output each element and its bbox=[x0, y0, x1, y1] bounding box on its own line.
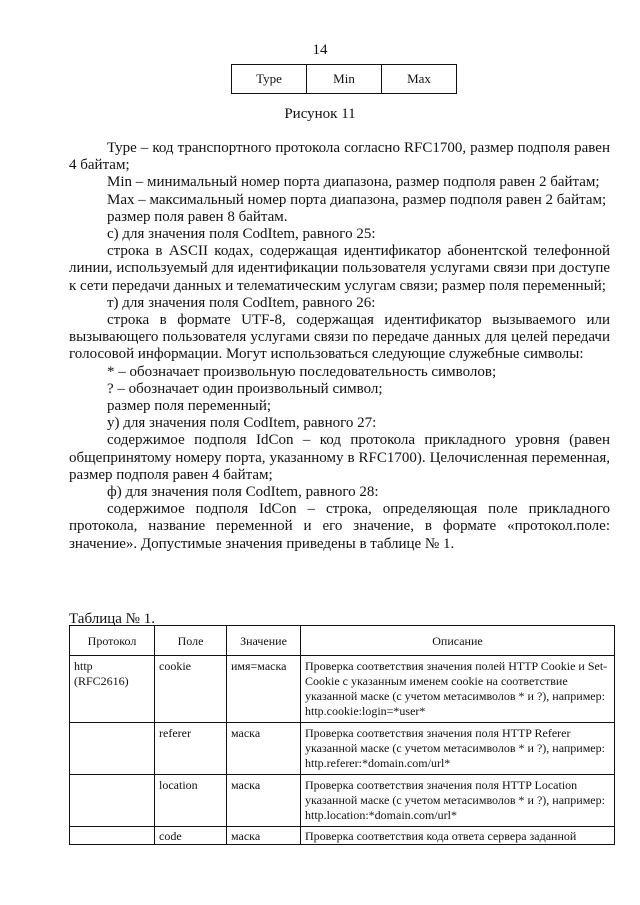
paragraph: содержимое подполя IdCon – код протокола прикладного уровня (равен общепринятому номеру порта, указанному в RFC1700). Целочисленная переменная, размер подполя равен 4 байтам; bbox=[69, 432, 610, 483]
paragraph: Type – код транспортного протокола согласно RFC1700, размер подполя равен 4 байтам; bbox=[69, 140, 610, 174]
figure-cell-min: Min bbox=[307, 65, 382, 94]
cell-field: referer bbox=[155, 723, 227, 775]
header-protocol: Протокол bbox=[70, 626, 155, 656]
header-field: Поле bbox=[155, 626, 227, 656]
figure-caption: Рисунок 11 bbox=[284, 106, 356, 122]
figure-cell-max: Max bbox=[382, 65, 457, 94]
paragraph: размер поля переменный; bbox=[107, 398, 272, 415]
cell-field: cookie bbox=[155, 656, 227, 723]
paragraph: ф) для значения поля CodItem, равного 28: bbox=[107, 484, 379, 501]
cell-description: Проверка соответствия кода ответа сервера заданной bbox=[301, 827, 615, 845]
paragraph: размер поля равен 8 байтам. bbox=[107, 208, 288, 225]
cell-field: location bbox=[155, 775, 227, 827]
table-caption: Таблица № 1. bbox=[69, 611, 155, 627]
table-row bbox=[70, 775, 615, 827]
paragraph: с) для значения поля CodItem, равного 25: bbox=[107, 226, 376, 243]
header-description: Описание bbox=[301, 626, 615, 656]
cell-description: Проверка соответствия значения поля HTTP Referer указанной маске (с учетом метасимволов * и ?), например: http.referer:*domain.com/url* bbox=[301, 723, 615, 775]
cell-description: Проверка соответствия значения полей HTTP Cookie и Set-Cookie с указанным именем cookie на соответствие указанной маске (с учетом метасимволов * и ?), например: http.cookie:login=*user* bbox=[301, 656, 615, 723]
body-text bbox=[69, 140, 610, 553]
cell-value: маска bbox=[227, 827, 301, 845]
protocol-table bbox=[69, 625, 615, 845]
cell-value: маска bbox=[227, 775, 301, 827]
table-header-row bbox=[70, 626, 615, 656]
figure-11-diagram bbox=[231, 64, 457, 94]
paragraph: содержимое подполя IdCon – строка, определяющая поле прикладного протокола, название переменной и его значение, в формате «протокол.поле: значение». Допустимые значения приведены в таблице № 1. bbox=[69, 501, 610, 552]
cell-value: маска bbox=[227, 723, 301, 775]
cell-description: Проверка соответствия значения поля HTTP Location указанной маске (с учетом метасимволов * и ?), например: http.location:*domain.com/url* bbox=[301, 775, 615, 827]
cell-protocol: http (RFC2616) bbox=[70, 656, 155, 723]
paragraph: т) для значения поля CodItem, равного 26: bbox=[107, 294, 376, 311]
cell-field: code bbox=[155, 827, 227, 845]
paragraph: у) для значения поля CodItem, равного 27: bbox=[107, 415, 377, 432]
table-row bbox=[70, 827, 615, 845]
paragraph: строка в ASCII кодах, содержащая идентификатор абонентской телефонной линии, используемый для идентификации пользователя услугами связи при доступе к сети передачи данных и телематическим услугам связи; размер поля переменный; bbox=[69, 243, 610, 294]
figure-cell-type: Type bbox=[232, 65, 307, 94]
paragraph: Min – минимальный номер порта диапазона, размер подполя равен 2 байтам; bbox=[107, 174, 600, 191]
paragraph: Max – максимальный номер порта диапазона, размер подполя равен 2 байтам; bbox=[107, 191, 607, 208]
header-value: Значение bbox=[227, 626, 301, 656]
paragraph: строка в формате UTF-8, содержащая идентификатор вызываемого или вызывающего пользователя услугами связи по передаче данных для целей передачи голосовой информации. Могут использоваться следующие служебные символы: bbox=[69, 312, 610, 363]
page-number: 14 bbox=[312, 42, 328, 58]
table-row bbox=[70, 723, 615, 775]
paragraph: * – обозначает произвольную последовательность символов; bbox=[107, 363, 497, 380]
table-row bbox=[70, 656, 615, 723]
cell-value: имя=маска bbox=[227, 656, 301, 723]
cell-protocol bbox=[70, 827, 155, 845]
paragraph: ? – обозначает один произвольный символ; bbox=[107, 380, 383, 397]
cell-protocol bbox=[70, 723, 155, 775]
cell-protocol bbox=[70, 775, 155, 827]
